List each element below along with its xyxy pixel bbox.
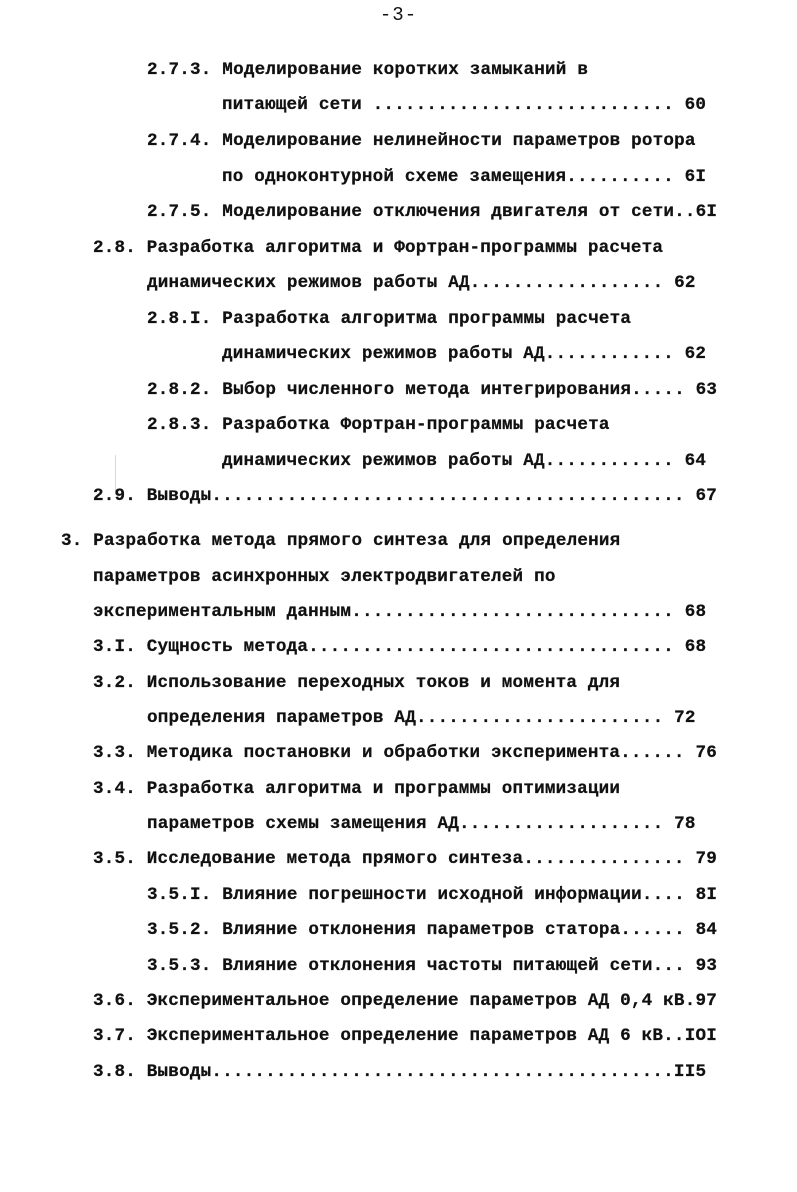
toc-text: динамических режимов работы АД............ 64 bbox=[222, 451, 707, 471]
toc-line-2-9 bbox=[93, 485, 717, 507]
toc-text: 3.5.3. Влияние отклонения частоты питающей сети... 93 bbox=[147, 956, 718, 976]
toc-line-3-5-2 bbox=[147, 919, 717, 941]
toc-line-3-3 bbox=[93, 742, 717, 764]
toc-line-2-8-cont bbox=[147, 272, 696, 294]
toc-text: 2.8.3. Разработка Фортран-программы расчета bbox=[147, 415, 610, 435]
toc-text: 2.7.5. Моделирование отключения двигателя от сети..6I bbox=[147, 202, 718, 222]
toc-text: 3.5.2. Влияние отклонения параметров статора...... 84 bbox=[147, 920, 718, 940]
toc-line-3-4 bbox=[93, 778, 620, 800]
toc-line-3-1 bbox=[93, 636, 706, 658]
toc-text: 2.7.3. Моделирование коротких замыканий в bbox=[147, 60, 589, 80]
toc-text: 2.9. Выводы............................................ 67 bbox=[93, 486, 717, 506]
toc-text: динамических режимов работы АД............ 62 bbox=[222, 344, 707, 364]
toc-line-2-7-4-cont bbox=[222, 166, 706, 188]
toc-line-3-cont-2 bbox=[93, 601, 706, 623]
toc-text: 3.7. Экспериментальное определение параметров АД 6 кВ..IOI bbox=[93, 1026, 717, 1046]
toc-text: по одноконтурной схеме замещения.......... 6I bbox=[222, 167, 707, 187]
toc-text: 2.7.4. Моделирование нелинейности параметров ротора bbox=[147, 131, 696, 151]
toc-line-2-8-3 bbox=[147, 414, 610, 436]
toc-line-2-8 bbox=[93, 237, 663, 259]
toc-text: параметров асинхронных электродвигателей по bbox=[93, 567, 556, 587]
toc-text: 3.2. Использование переходных токов и момента для bbox=[93, 673, 621, 693]
toc-text: 2.8. Разработка алгоритма и Фортран-программы расчета bbox=[93, 238, 664, 258]
toc-line-3-5-1 bbox=[147, 884, 717, 906]
toc-text: 3.3. Методика постановки и обработки эксперимента...... 76 bbox=[93, 743, 717, 763]
toc-line-2-7-4 bbox=[147, 130, 696, 152]
toc-line-3-2-cont bbox=[147, 707, 696, 729]
toc-line-3-7 bbox=[93, 1025, 717, 1047]
toc-line-2-8-1-cont bbox=[222, 343, 706, 365]
toc-text: параметров схемы замещения АД................... 78 bbox=[147, 814, 696, 834]
toc-text: 2.8.I. Разработка алгоритма программы расчета bbox=[147, 309, 632, 329]
page-number: -3- bbox=[379, 4, 418, 26]
toc-line-3-cont-1 bbox=[93, 566, 556, 588]
toc-text: 3.6. Экспериментальное определение параметров АД 0,4 кВ.97 bbox=[93, 991, 717, 1011]
toc-text: экспериментальным данным.............................. 68 bbox=[93, 602, 707, 622]
toc-line-2-7-3 bbox=[147, 59, 588, 81]
toc-text: 3.5.I. Влияние погрешности исходной информации.... 8I bbox=[147, 885, 718, 905]
toc-line-3-2 bbox=[93, 672, 620, 694]
toc-line-2-8-2 bbox=[147, 379, 717, 401]
toc-text: определения параметров АД....................... 72 bbox=[147, 708, 696, 728]
toc-text: 2.8.2. Выбор численного метода интегрирования..... 63 bbox=[147, 380, 718, 400]
toc-line-3-5 bbox=[93, 848, 717, 870]
toc-text: 3. Разработка метода прямого синтеза для определения bbox=[61, 531, 621, 551]
toc-text: 3.I. Сущность метода.................................. 68 bbox=[93, 637, 707, 657]
toc-text: 3.4. Разработка алгоритма и программы оптимизации bbox=[93, 779, 621, 799]
toc-text: 3.5. Исследование метода прямого синтеза............... 79 bbox=[93, 849, 717, 869]
toc-text: 3.8. Выводы...........................................II5 bbox=[93, 1062, 707, 1082]
toc-line-2-8-1 bbox=[147, 308, 631, 330]
toc-line-3 bbox=[61, 530, 620, 552]
toc-text: питающей сети ............................ 60 bbox=[222, 95, 707, 115]
toc-line-3-4-cont bbox=[147, 813, 696, 835]
toc-line-3-6 bbox=[93, 990, 717, 1012]
toc-line-3-8 bbox=[93, 1061, 706, 1083]
toc-line-2-7-5 bbox=[147, 201, 717, 223]
toc-line-2-7-3-cont bbox=[222, 94, 706, 116]
toc-text: динамических режимов работы АД.................. 62 bbox=[147, 273, 696, 293]
toc-line-2-8-3-cont bbox=[222, 450, 706, 472]
toc-line-3-5-3 bbox=[147, 955, 717, 977]
